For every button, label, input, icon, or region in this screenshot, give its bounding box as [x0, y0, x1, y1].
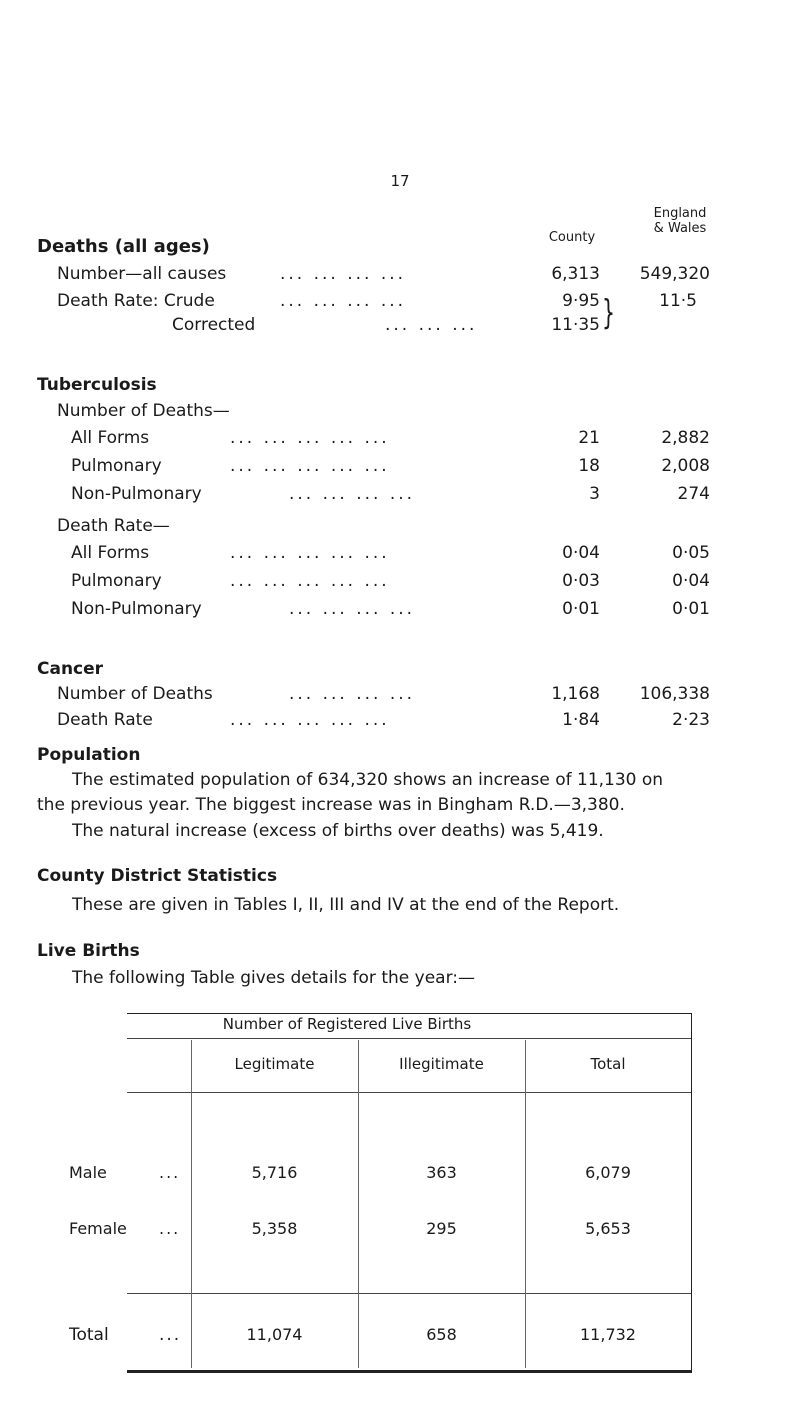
header-total: Total — [590, 1055, 626, 1073]
tb-number-row — [0, 428, 800, 452]
ew-value: 0·05 — [672, 543, 710, 563]
table-column-rule — [525, 1040, 526, 1368]
leader-dots: ... ... ... ... ... — [230, 710, 390, 730]
table-rule — [127, 1092, 691, 1093]
county-value: 0·03 — [562, 571, 600, 591]
cancer-row — [0, 684, 800, 708]
leader-dots: ... ... ... ... ... — [230, 428, 390, 448]
row-label: All Forms — [71, 543, 150, 563]
male-illegitimate: 363 — [426, 1163, 457, 1182]
county-value: 1,168 — [551, 684, 600, 704]
total-legitimate: 11,074 — [246, 1325, 303, 1344]
table-rule — [127, 1293, 691, 1294]
tuberculosis-heading: Tuberculosis — [37, 375, 157, 395]
row-label: Non-Pulmonary — [71, 484, 202, 504]
leader-dots: ... ... ... ... — [289, 484, 416, 504]
population-heading: Population — [37, 745, 141, 765]
population-line-1: The estimated population of 634,320 shows an increase of 11,130 on — [72, 770, 664, 790]
table-title: Number of Registered Live Births — [222, 1015, 472, 1033]
leader-dots: ... ... ... ... — [280, 291, 407, 311]
tb-rate-row — [0, 543, 800, 567]
header-illegitimate: Illegitimate — [399, 1055, 484, 1073]
row-label-total: Total ... — [69, 1325, 182, 1345]
leader-dots: ... ... ... ... — [289, 599, 416, 619]
county-value: 3 — [589, 484, 600, 504]
female-illegitimate: 295 — [426, 1219, 457, 1238]
row-label-female: Female ... — [69, 1219, 181, 1238]
ew-value: 549,320 — [639, 264, 710, 284]
population-line-2: the previous year. The biggest increase was in Bingham R.D.—3,380. — [37, 795, 625, 815]
table-rule — [127, 1038, 691, 1039]
county-value: 18 — [578, 456, 600, 476]
district-stats-text: These are given in Tables I, II, III and IV at the end of the Report. — [72, 895, 620, 915]
row-label: Number of Deaths — [57, 684, 213, 704]
header-legitimate: Legitimate — [234, 1055, 315, 1073]
cancer-row — [0, 710, 800, 734]
cancer-heading: Cancer — [37, 659, 104, 679]
england-wales-header — [640, 206, 720, 236]
county-value: 9·95 — [562, 291, 600, 311]
deaths-number-row — [0, 264, 800, 288]
female-legitimate: 5,358 — [251, 1219, 298, 1238]
table-column-rule — [191, 1040, 192, 1368]
row-label: Number—all causes — [57, 264, 227, 284]
total-total: 11,732 — [580, 1325, 636, 1344]
county-column-header: County — [548, 230, 596, 245]
county-value: 1·84 — [562, 710, 600, 730]
county-value: 11·35 — [551, 315, 600, 335]
row-label: Death Rate — [57, 710, 153, 730]
leader-dots: ... ... ... ... — [280, 264, 407, 284]
row-label: Death Rate: Crude — [57, 291, 215, 311]
district-stats-heading: County District Statistics — [37, 866, 278, 886]
row-label: Pulmonary — [71, 571, 162, 591]
leader-dots: ... ... ... — [385, 315, 478, 335]
population-line-3: The natural increase (excess of births over deaths) was 5,419. — [72, 821, 604, 841]
leader-dots: ... ... ... ... ... — [230, 571, 390, 591]
tb-rate-row — [0, 599, 800, 623]
county-value: 6,313 — [551, 264, 600, 284]
ew-value: 106,338 — [639, 684, 710, 704]
row-label: Corrected — [172, 315, 256, 335]
ew-value: 11·5 — [659, 291, 697, 311]
brace-icon: } — [602, 293, 615, 333]
england-wales-header-line2: & Wales — [653, 221, 707, 236]
tb-rate-row — [0, 571, 800, 595]
leader-dots: ... ... ... ... ... — [230, 543, 390, 563]
county-value: 0·01 — [562, 599, 600, 619]
row-label: Pulmonary — [71, 456, 162, 476]
table-column-rule — [358, 1040, 359, 1368]
row-label: Non-Pulmonary — [71, 599, 202, 619]
row-label-male: Male ... — [69, 1163, 181, 1182]
tb-number-subheading: Number of Deaths— — [57, 401, 230, 421]
county-value: 21 — [578, 428, 600, 448]
deaths-heading: Deaths (all ages) — [37, 236, 210, 257]
live-births-heading: Live Births — [37, 941, 140, 961]
england-wales-header-line1: England — [653, 206, 707, 221]
ew-value: 0·04 — [672, 571, 710, 591]
row-label: All Forms — [71, 428, 150, 448]
page-number: 17 — [390, 172, 410, 190]
county-value: 0·04 — [562, 543, 600, 563]
tb-number-row — [0, 456, 800, 480]
tb-rate-subheading: Death Rate— — [57, 516, 170, 536]
deaths-corrected-row — [0, 315, 800, 339]
tb-number-row — [0, 484, 800, 508]
live-births-intro: The following Table gives details for the year:— — [72, 968, 475, 988]
male-total: 6,079 — [585, 1163, 631, 1182]
total-illegitimate: 658 — [426, 1325, 457, 1344]
ew-value: 2,008 — [661, 456, 710, 476]
leader-dots: ... ... ... ... — [289, 684, 416, 704]
male-legitimate: 5,716 — [251, 1163, 298, 1182]
deaths-crude-row — [0, 291, 800, 315]
leader-dots: ... ... ... ... ... — [230, 456, 390, 476]
ew-value: 0·01 — [672, 599, 710, 619]
female-total: 5,653 — [585, 1219, 631, 1238]
ew-value: 2·23 — [672, 710, 710, 730]
ew-value: 2,882 — [661, 428, 710, 448]
ew-value: 274 — [677, 484, 710, 504]
